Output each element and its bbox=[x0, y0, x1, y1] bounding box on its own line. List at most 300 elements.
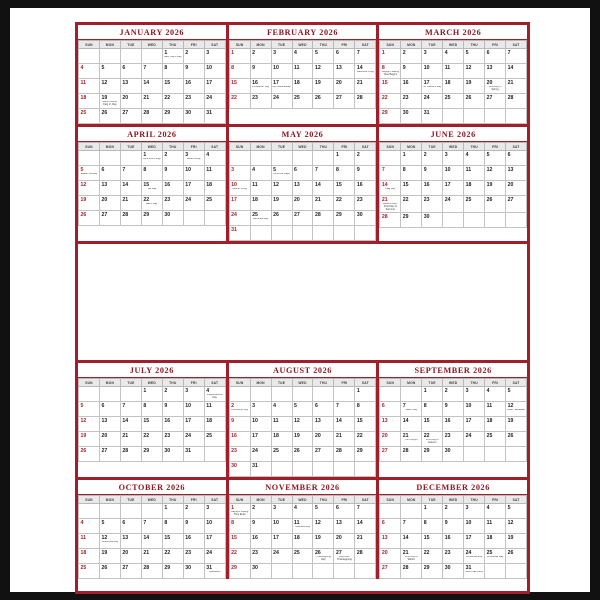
day-cell[interactable] bbox=[250, 534, 271, 549]
day-cell[interactable] bbox=[334, 181, 355, 196]
day-cell[interactable] bbox=[313, 417, 334, 432]
day-cell[interactable] bbox=[99, 519, 120, 534]
day-cell[interactable] bbox=[422, 196, 443, 213]
day-cell[interactable] bbox=[141, 109, 162, 124]
day-cell[interactable] bbox=[422, 447, 443, 462]
day-cell[interactable] bbox=[443, 534, 464, 549]
day-cell[interactable] bbox=[162, 196, 183, 211]
day-cell[interactable] bbox=[99, 109, 120, 124]
day-cell[interactable] bbox=[443, 417, 464, 432]
day-cell[interactable] bbox=[485, 49, 506, 64]
day-cell[interactable] bbox=[141, 79, 162, 94]
day-cell[interactable] bbox=[120, 564, 141, 579]
day-cell[interactable] bbox=[443, 94, 464, 109]
day-cell[interactable] bbox=[380, 549, 401, 564]
day-cell[interactable] bbox=[334, 549, 355, 564]
day-cell[interactable] bbox=[292, 564, 313, 579]
day-cell[interactable] bbox=[183, 79, 204, 94]
day-cell[interactable] bbox=[271, 402, 292, 417]
day-cell[interactable] bbox=[422, 519, 443, 534]
day-cell[interactable] bbox=[141, 432, 162, 447]
day-cell[interactable] bbox=[162, 534, 183, 549]
day-cell[interactable] bbox=[443, 447, 464, 462]
day-cell[interactable] bbox=[120, 109, 141, 124]
day-cell[interactable] bbox=[443, 79, 464, 94]
day-cell[interactable] bbox=[506, 166, 527, 181]
day-cell[interactable] bbox=[204, 534, 225, 549]
day-cell[interactable] bbox=[506, 564, 527, 579]
day-cell[interactable] bbox=[183, 211, 204, 226]
day-cell[interactable] bbox=[292, 549, 313, 564]
day-cell[interactable] bbox=[443, 549, 464, 564]
day-cell[interactable] bbox=[120, 151, 141, 166]
day-cell[interactable] bbox=[355, 432, 376, 447]
day-cell[interactable] bbox=[355, 226, 376, 241]
day-cell[interactable] bbox=[79, 534, 100, 549]
day-cell[interactable] bbox=[506, 432, 527, 447]
day-cell[interactable] bbox=[401, 151, 422, 166]
day-cell[interactable] bbox=[271, 564, 292, 579]
day-cell[interactable] bbox=[506, 387, 527, 402]
day-cell[interactable] bbox=[99, 564, 120, 579]
day-cell[interactable] bbox=[464, 151, 485, 166]
day-cell[interactable] bbox=[334, 94, 355, 109]
day-cell[interactable] bbox=[79, 166, 100, 181]
day-cell[interactable] bbox=[229, 564, 250, 579]
day-cell[interactable] bbox=[401, 64, 422, 79]
day-cell[interactable] bbox=[271, 462, 292, 477]
day-cell[interactable] bbox=[79, 447, 100, 462]
day-cell[interactable] bbox=[443, 109, 464, 124]
day-cell[interactable] bbox=[443, 166, 464, 181]
day-cell[interactable] bbox=[204, 79, 225, 94]
day-cell[interactable] bbox=[485, 447, 506, 462]
day-cell[interactable] bbox=[292, 447, 313, 462]
notes-band[interactable] bbox=[78, 244, 527, 363]
day-cell[interactable] bbox=[183, 549, 204, 564]
day-cell[interactable] bbox=[380, 49, 401, 64]
day-cell[interactable] bbox=[506, 534, 527, 549]
day-cell[interactable] bbox=[183, 417, 204, 432]
day-cell[interactable] bbox=[120, 504, 141, 519]
day-cell[interactable] bbox=[506, 447, 527, 462]
day-cell[interactable] bbox=[313, 211, 334, 226]
day-cell[interactable] bbox=[271, 211, 292, 226]
day-cell[interactable] bbox=[380, 79, 401, 94]
day-cell[interactable] bbox=[334, 564, 355, 579]
day-cell[interactable] bbox=[313, 387, 334, 402]
day-cell[interactable] bbox=[422, 181, 443, 196]
day-cell[interactable] bbox=[464, 94, 485, 109]
day-cell[interactable] bbox=[422, 417, 443, 432]
day-cell[interactable] bbox=[120, 49, 141, 64]
day-cell[interactable] bbox=[204, 109, 225, 124]
day-cell[interactable] bbox=[250, 151, 271, 166]
day-cell[interactable] bbox=[485, 549, 506, 564]
day-cell[interactable] bbox=[141, 49, 162, 64]
day-cell[interactable] bbox=[334, 519, 355, 534]
day-cell[interactable] bbox=[443, 64, 464, 79]
day-cell[interactable] bbox=[183, 109, 204, 124]
day-cell[interactable] bbox=[422, 166, 443, 181]
day-cell[interactable] bbox=[183, 151, 204, 166]
day-cell[interactable] bbox=[120, 94, 141, 109]
day-cell[interactable] bbox=[79, 151, 100, 166]
day-cell[interactable] bbox=[485, 534, 506, 549]
day-cell[interactable] bbox=[355, 211, 376, 226]
day-cell[interactable] bbox=[141, 504, 162, 519]
day-cell[interactable] bbox=[313, 226, 334, 241]
day-cell[interactable] bbox=[380, 166, 401, 181]
day-cell[interactable] bbox=[204, 432, 225, 447]
day-cell[interactable] bbox=[380, 564, 401, 579]
day-cell[interactable] bbox=[380, 181, 401, 196]
day-cell[interactable] bbox=[120, 432, 141, 447]
day-cell[interactable] bbox=[99, 417, 120, 432]
day-cell[interactable] bbox=[464, 402, 485, 417]
day-cell[interactable] bbox=[162, 564, 183, 579]
day-cell[interactable] bbox=[271, 387, 292, 402]
day-cell[interactable] bbox=[355, 549, 376, 564]
day-cell[interactable] bbox=[250, 79, 271, 94]
day-cell[interactable] bbox=[99, 181, 120, 196]
day-cell[interactable] bbox=[355, 49, 376, 64]
day-cell[interactable] bbox=[485, 564, 506, 579]
day-cell[interactable] bbox=[183, 94, 204, 109]
day-cell[interactable] bbox=[464, 166, 485, 181]
day-cell[interactable] bbox=[313, 504, 334, 519]
day-cell[interactable] bbox=[355, 504, 376, 519]
day-cell[interactable] bbox=[401, 94, 422, 109]
day-cell[interactable] bbox=[355, 534, 376, 549]
day-cell[interactable] bbox=[485, 196, 506, 213]
day-cell[interactable] bbox=[141, 94, 162, 109]
day-cell[interactable] bbox=[506, 109, 527, 124]
day-cell[interactable] bbox=[292, 49, 313, 64]
day-cell[interactable] bbox=[506, 212, 527, 227]
day-cell[interactable] bbox=[204, 387, 225, 402]
day-cell[interactable] bbox=[485, 94, 506, 109]
day-cell[interactable] bbox=[292, 211, 313, 226]
day-cell[interactable] bbox=[313, 64, 334, 79]
day-cell[interactable] bbox=[250, 504, 271, 519]
day-cell[interactable] bbox=[485, 432, 506, 447]
day-cell[interactable] bbox=[79, 402, 100, 417]
day-cell[interactable] bbox=[313, 151, 334, 166]
day-cell[interactable] bbox=[313, 402, 334, 417]
day-cell[interactable] bbox=[464, 549, 485, 564]
day-cell[interactable] bbox=[79, 211, 100, 226]
day-cell[interactable] bbox=[464, 49, 485, 64]
day-cell[interactable] bbox=[99, 166, 120, 181]
day-cell[interactable] bbox=[401, 504, 422, 519]
day-cell[interactable] bbox=[334, 151, 355, 166]
day-cell[interactable] bbox=[141, 166, 162, 181]
day-cell[interactable] bbox=[313, 534, 334, 549]
day-cell[interactable] bbox=[422, 151, 443, 166]
day-cell[interactable] bbox=[120, 166, 141, 181]
day-cell[interactable] bbox=[141, 417, 162, 432]
day-cell[interactable] bbox=[229, 387, 250, 402]
day-cell[interactable] bbox=[141, 181, 162, 196]
day-cell[interactable] bbox=[141, 534, 162, 549]
day-cell[interactable] bbox=[401, 79, 422, 94]
day-cell[interactable] bbox=[162, 79, 183, 94]
day-cell[interactable] bbox=[380, 109, 401, 124]
day-cell[interactable] bbox=[204, 49, 225, 64]
day-cell[interactable] bbox=[99, 64, 120, 79]
day-cell[interactable] bbox=[99, 549, 120, 564]
day-cell[interactable] bbox=[292, 387, 313, 402]
day-cell[interactable] bbox=[229, 166, 250, 181]
day-cell[interactable] bbox=[141, 64, 162, 79]
day-cell[interactable] bbox=[250, 519, 271, 534]
day-cell[interactable] bbox=[292, 432, 313, 447]
day-cell[interactable] bbox=[120, 534, 141, 549]
day-cell[interactable] bbox=[120, 64, 141, 79]
day-cell[interactable] bbox=[250, 462, 271, 477]
day-cell[interactable] bbox=[334, 211, 355, 226]
day-cell[interactable] bbox=[506, 151, 527, 166]
day-cell[interactable] bbox=[380, 534, 401, 549]
day-cell[interactable] bbox=[183, 181, 204, 196]
day-cell[interactable] bbox=[229, 49, 250, 64]
day-cell[interactable] bbox=[99, 79, 120, 94]
day-cell[interactable] bbox=[204, 211, 225, 226]
day-cell[interactable] bbox=[292, 402, 313, 417]
day-cell[interactable] bbox=[204, 417, 225, 432]
day-cell[interactable] bbox=[250, 166, 271, 181]
day-cell[interactable] bbox=[162, 387, 183, 402]
day-cell[interactable] bbox=[485, 151, 506, 166]
day-cell[interactable] bbox=[99, 49, 120, 64]
day-cell[interactable] bbox=[183, 402, 204, 417]
day-cell[interactable] bbox=[79, 196, 100, 211]
day-cell[interactable] bbox=[162, 432, 183, 447]
day-cell[interactable] bbox=[485, 79, 506, 94]
day-cell[interactable] bbox=[443, 387, 464, 402]
day-cell[interactable] bbox=[334, 387, 355, 402]
day-cell[interactable] bbox=[229, 94, 250, 109]
day-cell[interactable] bbox=[485, 109, 506, 124]
day-cell[interactable] bbox=[183, 447, 204, 462]
day-cell[interactable] bbox=[99, 504, 120, 519]
day-cell[interactable] bbox=[355, 94, 376, 109]
day-cell[interactable] bbox=[120, 79, 141, 94]
day-cell[interactable] bbox=[443, 519, 464, 534]
day-cell[interactable] bbox=[250, 387, 271, 402]
day-cell[interactable] bbox=[506, 417, 527, 432]
day-cell[interactable] bbox=[162, 447, 183, 462]
day-cell[interactable] bbox=[334, 504, 355, 519]
day-cell[interactable] bbox=[292, 226, 313, 241]
day-cell[interactable] bbox=[250, 49, 271, 64]
day-cell[interactable] bbox=[271, 549, 292, 564]
day-cell[interactable] bbox=[506, 79, 527, 94]
day-cell[interactable] bbox=[380, 519, 401, 534]
day-cell[interactable] bbox=[401, 549, 422, 564]
day-cell[interactable] bbox=[204, 402, 225, 417]
day-cell[interactable] bbox=[422, 504, 443, 519]
day-cell[interactable] bbox=[79, 564, 100, 579]
day-cell[interactable] bbox=[313, 196, 334, 211]
day-cell[interactable] bbox=[464, 519, 485, 534]
day-cell[interactable] bbox=[229, 196, 250, 211]
day-cell[interactable] bbox=[204, 447, 225, 462]
day-cell[interactable] bbox=[79, 519, 100, 534]
day-cell[interactable] bbox=[120, 211, 141, 226]
day-cell[interactable] bbox=[204, 94, 225, 109]
day-cell[interactable] bbox=[464, 417, 485, 432]
day-cell[interactable] bbox=[229, 447, 250, 462]
day-cell[interactable] bbox=[183, 49, 204, 64]
day-cell[interactable] bbox=[334, 534, 355, 549]
day-cell[interactable] bbox=[229, 462, 250, 477]
day-cell[interactable] bbox=[120, 447, 141, 462]
day-cell[interactable] bbox=[313, 181, 334, 196]
day-cell[interactable] bbox=[204, 519, 225, 534]
day-cell[interactable] bbox=[229, 417, 250, 432]
day-cell[interactable] bbox=[355, 79, 376, 94]
day-cell[interactable] bbox=[229, 549, 250, 564]
day-cell[interactable] bbox=[204, 564, 225, 579]
day-cell[interactable] bbox=[271, 432, 292, 447]
day-cell[interactable] bbox=[99, 447, 120, 462]
day-cell[interactable] bbox=[79, 79, 100, 94]
day-cell[interactable] bbox=[464, 109, 485, 124]
day-cell[interactable] bbox=[485, 387, 506, 402]
day-cell[interactable] bbox=[99, 402, 120, 417]
day-cell[interactable] bbox=[120, 402, 141, 417]
day-cell[interactable] bbox=[401, 49, 422, 64]
day-cell[interactable] bbox=[271, 504, 292, 519]
day-cell[interactable] bbox=[506, 402, 527, 417]
day-cell[interactable] bbox=[355, 564, 376, 579]
day-cell[interactable] bbox=[250, 549, 271, 564]
day-cell[interactable] bbox=[334, 79, 355, 94]
day-cell[interactable] bbox=[292, 166, 313, 181]
day-cell[interactable] bbox=[183, 519, 204, 534]
day-cell[interactable] bbox=[141, 564, 162, 579]
day-cell[interactable] bbox=[485, 417, 506, 432]
day-cell[interactable] bbox=[334, 226, 355, 241]
day-cell[interactable] bbox=[380, 402, 401, 417]
day-cell[interactable] bbox=[355, 166, 376, 181]
day-cell[interactable] bbox=[141, 151, 162, 166]
day-cell[interactable] bbox=[313, 564, 334, 579]
day-cell[interactable] bbox=[229, 504, 250, 519]
day-cell[interactable] bbox=[99, 534, 120, 549]
day-cell[interactable] bbox=[162, 64, 183, 79]
day-cell[interactable] bbox=[120, 196, 141, 211]
day-cell[interactable] bbox=[334, 166, 355, 181]
day-cell[interactable] bbox=[334, 462, 355, 477]
day-cell[interactable] bbox=[334, 432, 355, 447]
day-cell[interactable] bbox=[422, 212, 443, 227]
day-cell[interactable] bbox=[271, 166, 292, 181]
day-cell[interactable] bbox=[422, 94, 443, 109]
day-cell[interactable] bbox=[443, 564, 464, 579]
day-cell[interactable] bbox=[183, 166, 204, 181]
day-cell[interactable] bbox=[380, 94, 401, 109]
day-cell[interactable] bbox=[443, 212, 464, 227]
day-cell[interactable] bbox=[292, 417, 313, 432]
day-cell[interactable] bbox=[443, 151, 464, 166]
day-cell[interactable] bbox=[380, 196, 401, 213]
day-cell[interactable] bbox=[464, 534, 485, 549]
day-cell[interactable] bbox=[141, 549, 162, 564]
day-cell[interactable] bbox=[334, 196, 355, 211]
day-cell[interactable] bbox=[99, 151, 120, 166]
day-cell[interactable] bbox=[464, 212, 485, 227]
day-cell[interactable] bbox=[443, 504, 464, 519]
day-cell[interactable] bbox=[271, 196, 292, 211]
day-cell[interactable] bbox=[162, 181, 183, 196]
day-cell[interactable] bbox=[292, 196, 313, 211]
day-cell[interactable] bbox=[271, 447, 292, 462]
day-cell[interactable] bbox=[355, 519, 376, 534]
day-cell[interactable] bbox=[355, 64, 376, 79]
day-cell[interactable] bbox=[313, 49, 334, 64]
day-cell[interactable] bbox=[506, 504, 527, 519]
day-cell[interactable] bbox=[79, 417, 100, 432]
day-cell[interactable] bbox=[380, 151, 401, 166]
day-cell[interactable] bbox=[355, 447, 376, 462]
day-cell[interactable] bbox=[99, 432, 120, 447]
day-cell[interactable] bbox=[380, 387, 401, 402]
day-cell[interactable] bbox=[99, 211, 120, 226]
day-cell[interactable] bbox=[271, 151, 292, 166]
day-cell[interactable] bbox=[464, 432, 485, 447]
day-cell[interactable] bbox=[229, 402, 250, 417]
day-cell[interactable] bbox=[204, 549, 225, 564]
day-cell[interactable] bbox=[229, 432, 250, 447]
day-cell[interactable] bbox=[99, 196, 120, 211]
day-cell[interactable] bbox=[401, 212, 422, 227]
day-cell[interactable] bbox=[464, 79, 485, 94]
day-cell[interactable] bbox=[250, 447, 271, 462]
day-cell[interactable] bbox=[313, 432, 334, 447]
day-cell[interactable] bbox=[141, 387, 162, 402]
day-cell[interactable] bbox=[162, 166, 183, 181]
day-cell[interactable] bbox=[141, 196, 162, 211]
day-cell[interactable] bbox=[79, 94, 100, 109]
day-cell[interactable] bbox=[183, 196, 204, 211]
day-cell[interactable] bbox=[183, 64, 204, 79]
day-cell[interactable] bbox=[401, 564, 422, 579]
day-cell[interactable] bbox=[355, 151, 376, 166]
day-cell[interactable] bbox=[271, 49, 292, 64]
day-cell[interactable] bbox=[464, 447, 485, 462]
day-cell[interactable] bbox=[204, 181, 225, 196]
day-cell[interactable] bbox=[79, 432, 100, 447]
day-cell[interactable] bbox=[485, 166, 506, 181]
day-cell[interactable] bbox=[401, 417, 422, 432]
day-cell[interactable] bbox=[464, 196, 485, 213]
day-cell[interactable] bbox=[162, 519, 183, 534]
day-cell[interactable] bbox=[313, 79, 334, 94]
day-cell[interactable] bbox=[162, 417, 183, 432]
day-cell[interactable] bbox=[250, 564, 271, 579]
day-cell[interactable] bbox=[120, 387, 141, 402]
day-cell[interactable] bbox=[422, 109, 443, 124]
day-cell[interactable] bbox=[292, 181, 313, 196]
day-cell[interactable] bbox=[250, 181, 271, 196]
day-cell[interactable] bbox=[141, 211, 162, 226]
day-cell[interactable] bbox=[79, 181, 100, 196]
day-cell[interactable] bbox=[183, 432, 204, 447]
day-cell[interactable] bbox=[229, 226, 250, 241]
